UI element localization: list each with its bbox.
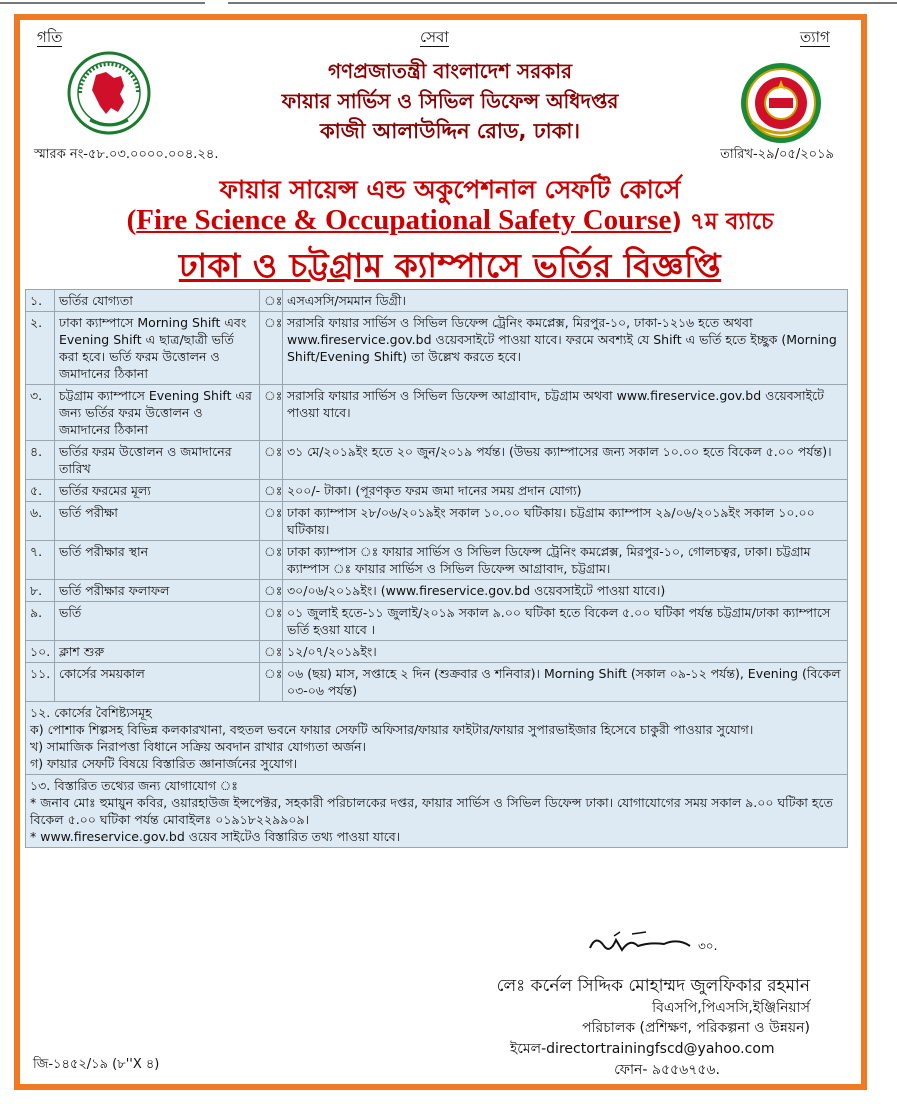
row-value: ০১ জুলাই হতে-১১ জুলাই/২০১৯ সকাল ৯.০০ ঘটিকা হতে বিকেল ৫.০০ ঘটিকা পর্যন্ত চট্টগ্রাম/ঢাকা ক্যাম্পাসে ভর্তি হওয়া যাবে । xyxy=(283,602,848,641)
row-label: ভর্তি পরীক্ষা xyxy=(55,502,260,541)
header-line-address: কাজী আলাউদ্দিন রোড, ঢাকা। xyxy=(319,119,581,143)
row-colon: ঃ xyxy=(260,580,283,602)
row-colon: ঃ xyxy=(260,480,283,502)
features-item-a: ক) পোশাক শিল্পসহ বিভিন্ন কলকারখানা, বহুতল ভবনে ফায়ার সেফটি অফিসার/ফায়ার ফাইটার/ফায়ার সুপারভাইজার হিসেবে চাকুরী পাওয়ার সুযোগ। xyxy=(30,722,754,737)
top-edge-lines xyxy=(0,0,897,8)
signer-email: ইমেল-directortrainingfscd@yahoo.com xyxy=(510,1041,775,1057)
contact-heading-text: বিস্তারিত তথ্যের জন্য যোগাযোগ ঃ xyxy=(54,778,238,793)
row-value: সরাসরি ফায়ার সার্ভিস ও সিভিল ডিফেন্স ট্রেনিং কমপ্লেক্স, মিরপুর-১০, ঢাকা-১২১৬ হতে অথবা www.fireservice.gov.bd ওয়েবসাইটে পাওয়া যাবে। ফরমে অবশ্যই যে Shift এ ভর্তি হতে ইচ্ছুক (Morning Shift/Evening Shift) তা উল্লেখ করতে হবে। xyxy=(283,312,848,385)
title-batch: ) ৭ম ব্যাচে xyxy=(671,209,774,235)
title-paren-open: ( xyxy=(126,204,137,236)
info-row xyxy=(26,580,848,602)
row-label: ক্লাশ শুরু xyxy=(55,641,260,663)
features-item-b: খ) সামাজিক নিরাপত্তা বিধানে সক্রিয় অবদান রাখার যোগ্যতা অর্জন। xyxy=(30,739,367,754)
row-number: ১১. xyxy=(26,663,55,702)
features-item-c: গ) ফায়ার সেফটি বিষয়ে বিস্তারিত জ্ঞানার্জনের সুযোগ। xyxy=(30,756,298,771)
row-label: ভর্তির ফরমের মূল্য xyxy=(55,480,260,502)
row-value: সরাসরি ফায়ার সার্ভিস ও সিভিল ডিফেন্স আগ্রাবাদ, চট্টগ্রাম অথবা www.fireservice.gov.bd ওয়েবসাইটে পাওয়া যাবে। xyxy=(283,385,848,441)
title-course-bangla: ফায়ার সায়েন্স এন্ড অকুপেশনাল সেফটি কোর্সে xyxy=(219,175,681,204)
bangladesh-government-emblem-icon xyxy=(66,50,152,136)
row-colon: ঃ xyxy=(260,290,283,312)
row-label: কোর্সের সময়কাল xyxy=(55,663,260,702)
motto-left: গতি xyxy=(37,28,63,46)
row-value: ০৬ (ছয়) মাস, সপ্তাহে ২ দিন (শুক্রবার ও শনিবার)। Morning Shift (সকাল ০৯-১২ পর্যন্ত), Evening (বিকেল ০৩-০৬ পর্যন্ত) xyxy=(283,663,848,702)
info-row xyxy=(26,663,848,702)
row-colon: ঃ xyxy=(260,663,283,702)
contact-person: * জনাব মোঃ হুমায়ুন কবির, ওয়ারহাউজ ইন্সপেক্টর, সহকারী পরিচালকের দপ্তর, ফায়ার সার্ভিস ও সিভিল ডিফেন্স ঢাকা। যোগাযোগের সময় সকাল ৯.০০ ঘটিকা হতে বিকেল ৫.০০ ঘটিকা পর্যন্ত মোবাইলঃ ০১৯১৮২২৯৯০৯। xyxy=(30,795,833,827)
row-colon: ঃ xyxy=(260,541,283,580)
row-number: ৬. xyxy=(26,502,55,541)
info-row xyxy=(26,385,848,441)
title-course-english xyxy=(30,203,870,242)
row-colon: ঃ xyxy=(260,502,283,541)
row-value: ২০০/- টাকা। (পূরণকৃত ফরম জমা দানের সময় প্রদান যোগ্য) xyxy=(283,480,848,502)
info-row xyxy=(26,312,848,385)
row-colon: ঃ xyxy=(260,602,283,641)
info-row xyxy=(26,641,848,663)
row-label: ঢাকা ক্যাম্পাসে Morning Shift এবং Evening Shift এ ছাত্র/ছাত্রী ভর্তি করা হবে। ভর্তি ফরম উত্তোলন ও জমাদানের ঠিকানা xyxy=(55,312,260,385)
title-english-name: Fire Science & Occupational Safety Course xyxy=(136,204,672,236)
row-colon: ঃ xyxy=(260,385,283,441)
signer-degrees: বিএসপি,পিএসসি,ইঞ্জিনিয়ার্স xyxy=(652,1000,810,1016)
row-label: ভর্তির ফরম উত্তোলন ও জমাদানের তারিখ xyxy=(55,441,260,480)
row-value: ৩০/০৬/২০১৯ইং। (www.fireservice.gov.bd ওয়েবসাইটে পাওয়া যাবে।) xyxy=(283,580,848,602)
info-row xyxy=(26,502,848,541)
top-line-left xyxy=(0,2,205,4)
contact-num: ১৩. xyxy=(30,778,51,793)
row-value: ঢাকা ক্যাম্পাস ঃ ফায়ার সার্ভিস ও সিভিল ডিফেন্স ট্রেনিং কমপ্লেক্স, মিরপুর-১০, গোলচত্বর, ঢাকা। চট্টগ্রাম ক্যাম্পাস ঃ ফায়ার সার্ভিস ও সিভিল ডিফেন্স আগ্রাবাদ, চট্টগ্রাম। xyxy=(283,541,848,580)
row-number: ৯. xyxy=(26,602,55,641)
features-heading-text: কোর্সের বৈশিষ্ট্যসমূহ xyxy=(54,705,152,720)
row-label: ভর্তির যোগ্যতা xyxy=(55,290,260,312)
info-row xyxy=(26,441,848,480)
row-value: ঢাকা ক্যাম্পাস ২৮/০৬/২০১৯ইং সকাল ১০.০০ ঘটিকায়। চট্টগ্রাম ক্যাম্পাস ২৯/০৬/২০১৯ইং সকাল ১০.০০ ঘটিকায়। xyxy=(283,502,848,541)
info-row xyxy=(26,290,848,312)
signer-designation: পরিচালক (প্রশিক্ষণ, পরিকল্পনা ও উন্নয়ন) xyxy=(582,1020,810,1036)
row-colon: ঃ xyxy=(260,641,283,663)
features-heading xyxy=(30,704,843,721)
row-number: ২. xyxy=(26,312,55,385)
row-colon: ঃ xyxy=(260,441,283,480)
info-row xyxy=(26,541,848,580)
row-number: ৫. xyxy=(26,480,55,502)
memo-reference: স্মারক নং-৫৮.০৩.০০০০.০০৪.২৪. xyxy=(34,147,219,162)
row-number: ৮. xyxy=(26,580,55,602)
info-row xyxy=(26,602,848,641)
row-number: ১০. xyxy=(26,641,55,663)
row-label: ভর্তি পরীক্ষার স্থান xyxy=(55,541,260,580)
row-number: ৩. xyxy=(26,385,55,441)
header-line-government: গণপ্রজাতন্ত্রী বাংলাদেশ সরকার xyxy=(328,59,572,83)
row-colon: ঃ xyxy=(260,312,283,385)
features-row xyxy=(26,702,848,775)
row-value: ৩১ মে/২০১৯ইং হতে ২০ জুন/২০১৯ পর্যন্ত। (উভয় ক্যাম্পাসের জন্য সকাল ১০.০০ হতে বিকেল ৫.০০ পর্যন্ত)। xyxy=(283,441,848,480)
fire-service-emblem-icon xyxy=(738,60,824,146)
contact-website: * www.fireservice.gov.bd ওয়েব সাইটেও বিস্তারিত তথ্য পাওয়া যাবে। xyxy=(30,829,401,844)
title-admission-notice: ঢাকা ও চট্টগ্রাম ক্যাম্পাসে ভর্তির বিজ্ঞপ্তি xyxy=(178,246,722,285)
row-label: চট্টগ্রাম ক্যাম্পাসে Evening Shift এর জন্য ভর্তির ফরম উত্তোলন ও জমাদানের ঠিকানা xyxy=(55,385,260,441)
notice-date: তারিখ-২৯/০৫/২০১৯ xyxy=(720,147,834,162)
contact-heading xyxy=(30,777,843,794)
signer-phone: ফোন- ৯৫৫৬৭৫৬. xyxy=(614,1062,720,1078)
row-value: এসএসসি/সমমান ডিগ্রী। xyxy=(283,290,848,312)
features-num: ১২. xyxy=(30,705,51,720)
row-number: ৭. xyxy=(26,541,55,580)
top-line-right xyxy=(228,2,897,4)
row-label: ভর্তি xyxy=(55,602,260,641)
row-number: ৪. xyxy=(26,441,55,480)
signature-date: ৩০. xyxy=(698,939,718,953)
footer-memo: জি-১৪৫২/১৯ (৮''X ৪) xyxy=(33,1057,160,1072)
row-number: ১. xyxy=(26,290,55,312)
admission-info-table xyxy=(25,289,848,848)
contact-row xyxy=(26,775,848,848)
row-value: ১২/০৭/২০১৯ইং। xyxy=(283,641,848,663)
motto-right: ত্যাগ xyxy=(800,28,830,46)
handwritten-signature-icon xyxy=(586,928,736,960)
row-label: ভর্তি পরীক্ষার ফলাফল xyxy=(55,580,260,602)
header-line-department: ফায়ার সার্ভিস ও সিভিল ডিফেন্স অধিদপ্তর xyxy=(281,89,619,113)
motto-center: সেবা xyxy=(420,28,449,46)
info-row xyxy=(26,480,848,502)
signer-name: লেঃ কর্নেল সিদ্দিক মোহাম্মদ জুলফিকার রহমান xyxy=(496,976,810,996)
